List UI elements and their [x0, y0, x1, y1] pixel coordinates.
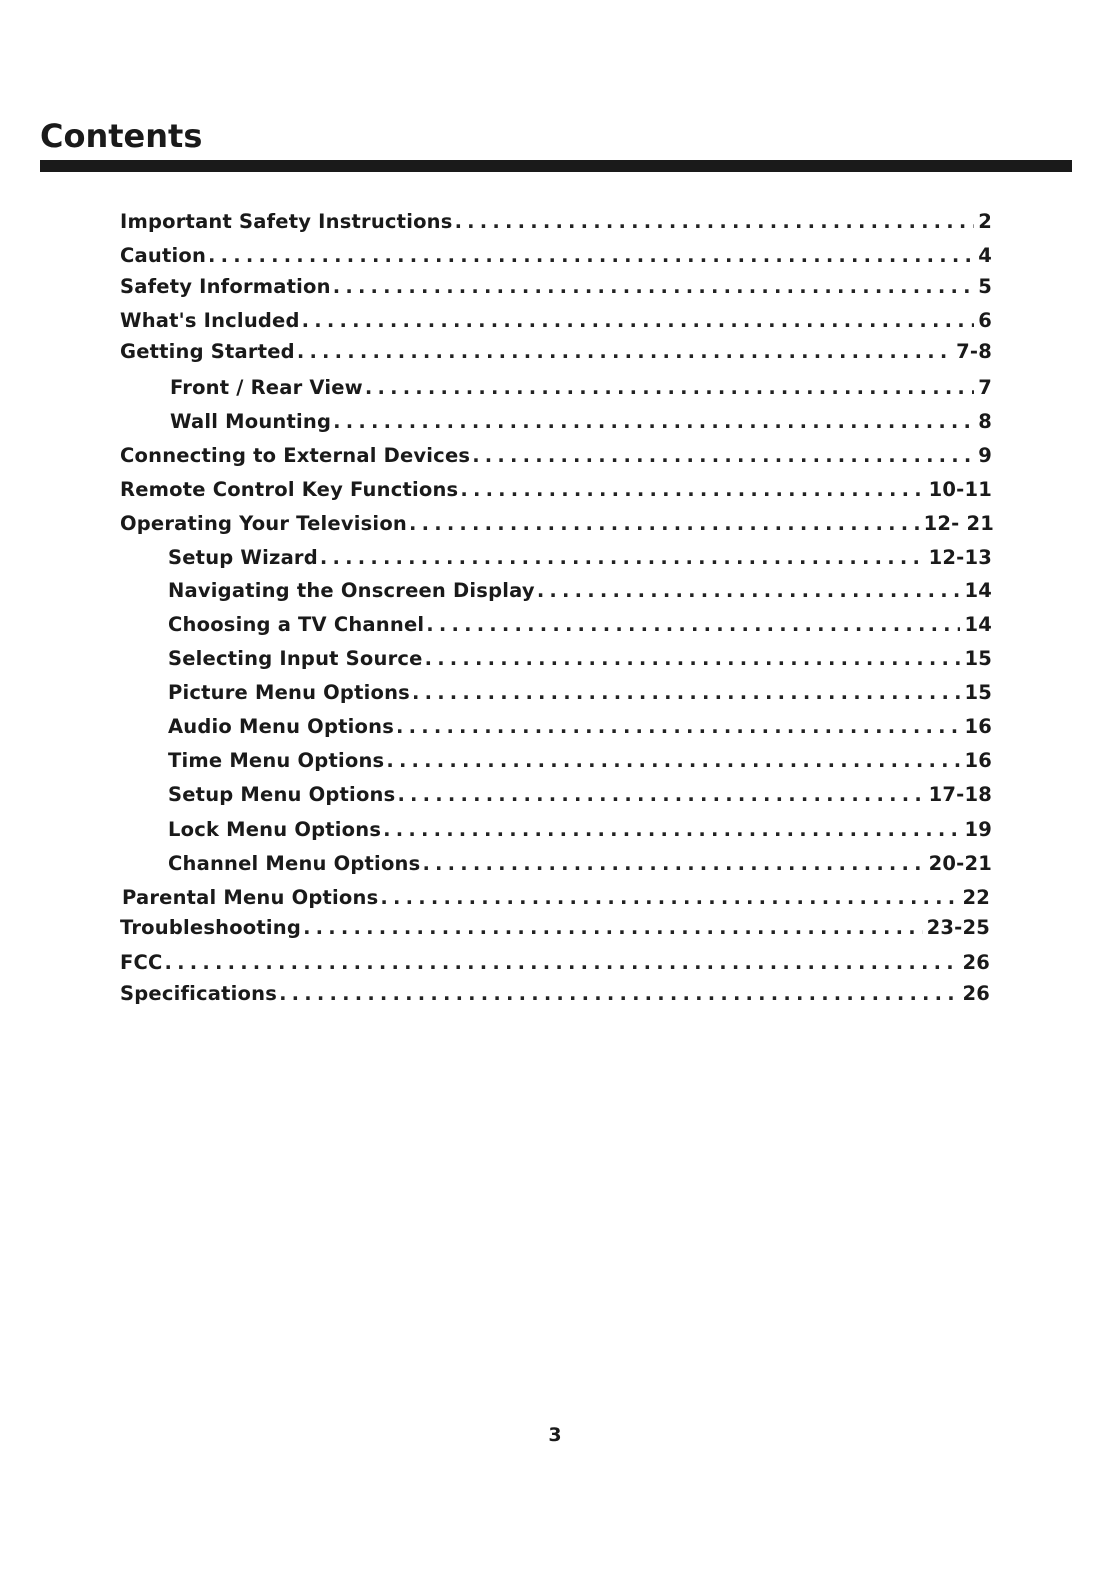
toc-entry-page: 2 — [978, 210, 992, 233]
toc-entry-page: 15 — [964, 647, 992, 670]
toc-entry-page: 8 — [978, 410, 992, 433]
toc-entry-selecting-input-source[interactable] — [168, 644, 992, 674]
toc-entry-front-rear-view[interactable] — [170, 373, 992, 403]
toc-entry-label: Navigating the Onscreen Display — [168, 579, 535, 602]
toc-dot-leader — [333, 407, 974, 437]
toc-dot-leader — [426, 610, 960, 640]
toc-entry-label: Lock Menu Options — [168, 818, 382, 841]
toc-entry-troubleshooting[interactable] — [120, 913, 990, 943]
toc-dot-leader — [320, 543, 925, 573]
toc-dot-leader — [333, 272, 974, 302]
toc-entry-page: 5 — [978, 275, 992, 298]
toc-entry-page: 7-8 — [956, 340, 992, 363]
toc-entry-page: 16 — [964, 715, 992, 738]
toc-entry-page: 7 — [978, 376, 992, 399]
toc-entry-page: 12-13 — [928, 546, 992, 569]
toc-entry-page: 26 — [962, 951, 990, 974]
toc-dot-leader — [380, 883, 958, 913]
toc-entry-label: Specifications — [120, 982, 278, 1005]
toc-entry-label: What's Included — [120, 309, 300, 332]
toc-entry-whats-included[interactable] — [120, 306, 992, 336]
toc-entry-page: 14 — [964, 579, 992, 602]
toc-entry-label: Safety Information — [120, 275, 331, 298]
toc-entry-label: Front / Rear View — [170, 376, 363, 399]
toc-entry-connecting-external-devices[interactable] — [120, 441, 992, 471]
toc-entry-page: 16 — [964, 749, 992, 772]
toc-entry-page: 17-18 — [928, 783, 992, 806]
toc-entry-getting-started[interactable] — [120, 337, 992, 367]
toc-entry-label: Audio Menu Options — [168, 715, 395, 738]
toc-entry-label: Time Menu Options — [168, 749, 385, 772]
toc-entry-label: FCC — [120, 951, 163, 974]
toc-entry-safety-information[interactable] — [120, 272, 992, 302]
toc-entry-time-menu-options[interactable] — [168, 746, 992, 776]
toc-entry-page: 6 — [978, 309, 992, 332]
toc-entry-channel-menu-options[interactable] — [168, 849, 992, 879]
toc-entry-audio-menu-options[interactable] — [168, 712, 992, 742]
toc-entry-label: Wall Mounting — [170, 410, 332, 433]
toc-entry-label: Important Safety Instructions — [120, 210, 453, 233]
toc-entry-important-safety-instructions[interactable] — [120, 207, 992, 237]
toc-dot-leader — [208, 241, 974, 271]
toc-dot-leader — [386, 746, 960, 776]
toc-entry-specifications[interactable] — [120, 979, 990, 1009]
toc-entry-label: Operating Your Television — [120, 512, 407, 535]
toc-dot-leader — [303, 913, 923, 943]
toc-dot-leader — [409, 509, 920, 539]
toc-dot-leader — [412, 678, 960, 708]
toc-entry-label: Caution — [120, 244, 207, 267]
page-title: Contents — [40, 117, 203, 155]
toc-entry-label: Getting Started — [120, 340, 295, 363]
toc-entry-label: Parental Menu Options — [122, 886, 379, 909]
toc-entry-setup-menu-options[interactable] — [168, 780, 992, 810]
toc-entry-caution[interactable] — [120, 241, 992, 271]
toc-entry-page: 23-25 — [926, 916, 990, 939]
toc-entry-label: Connecting to External Devices — [120, 444, 471, 467]
toc-dot-leader — [279, 979, 958, 1009]
toc-entry-wall-mounting[interactable] — [170, 407, 992, 437]
toc-entry-navigating-onscreen-display[interactable] — [168, 576, 992, 606]
toc-entry-label: Setup Wizard — [168, 546, 318, 569]
toc-entry-parental-menu-options[interactable] — [122, 883, 990, 913]
toc-dot-leader — [455, 207, 975, 237]
toc-dot-leader — [302, 306, 975, 336]
toc-dot-leader — [460, 475, 924, 505]
toc-entry-label: Picture Menu Options — [168, 681, 410, 704]
toc-entry-page: 20-21 — [928, 852, 992, 875]
toc-entry-label: Channel Menu Options — [168, 852, 421, 875]
toc-entry-label: Choosing a TV Channel — [168, 613, 425, 636]
toc-entry-page: 12- 21 — [923, 512, 994, 535]
toc-entry-fcc[interactable] — [120, 948, 990, 978]
toc-entry-operating-your-television[interactable] — [120, 509, 994, 539]
toc-entry-label: Selecting Input Source — [168, 647, 423, 670]
toc-dot-leader — [537, 576, 961, 606]
toc-entry-picture-menu-options[interactable] — [168, 678, 992, 708]
toc-dot-leader — [297, 337, 952, 367]
toc-entry-page: 14 — [964, 613, 992, 636]
toc-dot-leader — [397, 780, 924, 810]
toc-entry-page: 10-11 — [928, 478, 992, 501]
toc-dot-leader — [365, 373, 974, 403]
page-number: 3 — [548, 1424, 562, 1446]
toc-entry-page: 22 — [962, 886, 990, 909]
toc-entry-page: 19 — [964, 818, 992, 841]
toc-dot-leader — [472, 441, 974, 471]
toc-entry-page: 26 — [962, 982, 990, 1005]
toc-entry-page: 15 — [964, 681, 992, 704]
toc-dot-leader — [165, 948, 959, 978]
toc-dot-leader — [383, 815, 960, 845]
toc-entry-lock-menu-options[interactable] — [168, 815, 992, 845]
toc-entry-page: 9 — [978, 444, 992, 467]
toc-dot-leader — [396, 712, 960, 742]
toc-entry-setup-wizard[interactable] — [168, 543, 992, 573]
toc-entry-label: Troubleshooting — [120, 916, 302, 939]
toc-entry-choosing-tv-channel[interactable] — [168, 610, 992, 640]
toc-dot-leader — [422, 849, 924, 879]
toc-entry-page: 4 — [978, 244, 992, 267]
toc-dot-leader — [425, 644, 961, 674]
toc-entry-remote-control-key-functions[interactable] — [120, 475, 992, 505]
toc-entry-label: Setup Menu Options — [168, 783, 396, 806]
toc-entry-label: Remote Control Key Functions — [120, 478, 459, 501]
